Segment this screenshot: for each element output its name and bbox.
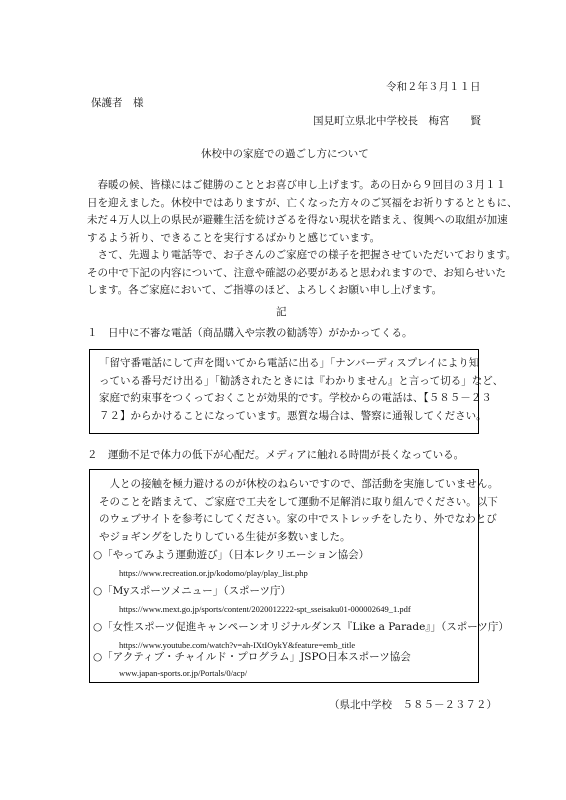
text-line: やジョギングをしたりしている生徒が多数いました。: [99, 530, 351, 543]
section-2-box: [89, 469, 509, 683]
document-date: 令和２年３月１１日: [386, 81, 481, 93]
link-label-4: ○「アクティブ・チャイルド・プログラム」JSPO日本スポーツ協会: [93, 651, 411, 663]
footer-contact: （県北中学校 ５８５－２３７２）: [329, 699, 497, 711]
link-label-2: ○「Myスポーツメニュー」（スポーツ庁）: [93, 585, 292, 597]
text-line: 日を迎えました。休校中ではありますが、亡くなった方々のご冥福をお祈りするとともに、: [87, 196, 518, 209]
addressee: 保護者 様: [91, 97, 144, 109]
text-line: 春暖の候、皆様にはご健勝のこととお喜び申し上げます。あの日から９回目の３月１１: [87, 179, 507, 191]
section-2-heading: ２ 運動不足で体力の低下が心配だ。メディアに触れる時間が長くなっている。: [87, 449, 465, 461]
link-url-2[interactable]: https://www.mext.go.jp/sports/content/2020012222-spt_sseisaku01-000002649_1.pdf: [119, 604, 411, 614]
intro-paragraph-1: [87, 177, 518, 247]
section-2-box-text: [99, 476, 498, 546]
link-url-1[interactable]: https://www.recreation.or.jp/kodomo/play/play_list.php: [119, 568, 308, 578]
section-1-heading: １ 日中に不審な電話（商品購入や宗教の勧誘等）がかかってくる。: [87, 327, 413, 339]
text-line: 未だ４万人以上の県民が避難生活を続けざるを得ない現状を踏まえ、復興への取組が加速: [87, 214, 508, 226]
document-title: 休校中の家庭での過ごし方について: [201, 148, 369, 160]
link-label-1: ○「やってみよう運動遊び」（日本レクリエーション協会）: [93, 549, 370, 561]
sender-name: 国見町立県北中学校長 梅宮 賢: [313, 115, 481, 127]
text-line: さて、先週より電話等で、お子さんのご家庭での様子を把握させていただいております。: [87, 249, 517, 261]
link-label-3: ○「女性スポーツ促進キャンペーンオリジナルダンス『Like a Parade』」（スポーツ庁）: [93, 621, 509, 633]
ki-heading: 記: [276, 306, 287, 318]
link-url-3[interactable]: https://www.youtube.com/watch?v=ah-IXtIOykY&feature=emb_title: [119, 640, 356, 650]
text-line: 人との接触を極力避けるのが休校のねらいですので、部活動を実施していません。: [99, 478, 499, 490]
text-line: そのことを踏まえて、ご家庭で工夫をして運動不足解消に取り組んでください。以下: [99, 495, 498, 508]
section-1-box: [89, 349, 504, 434]
text-line: します。各ご家庭において、ご指導のほど、よろしくお願い申し上げます。: [87, 284, 443, 296]
intro-paragraph-2: [87, 247, 516, 300]
text-line: ７２】からかけることになっています。悪質な場合は、警察に通報してください。: [99, 409, 487, 422]
text-line: その中で下記の内容について、注意や確認の必要があると思われますので、お知らせいた: [87, 266, 507, 279]
text-line: 「留守番電話にして声を聞いてから電話に出る」「ナンバーディスプレイにより知: [99, 357, 480, 369]
text-line: 家庭で約束事をつくっておくことが効果的です。学校からの電話は、【５８５－２３: [99, 392, 492, 404]
link-url-4[interactable]: www.japan-sports.or.jp/Portals/0/acp/: [119, 668, 248, 678]
text-line: するよう祈り、できることを実行するばかりと感じています。: [87, 231, 381, 244]
text-line: っている番号だけ出る」「勧誘されたときには『わかりません』と言って切る」など、: [99, 374, 504, 387]
text-line: のウェブサイトを参考にしてください。家の中でストレッチをしたり、外でなわとび: [99, 513, 497, 525]
section-1-box-text: [99, 355, 503, 425]
